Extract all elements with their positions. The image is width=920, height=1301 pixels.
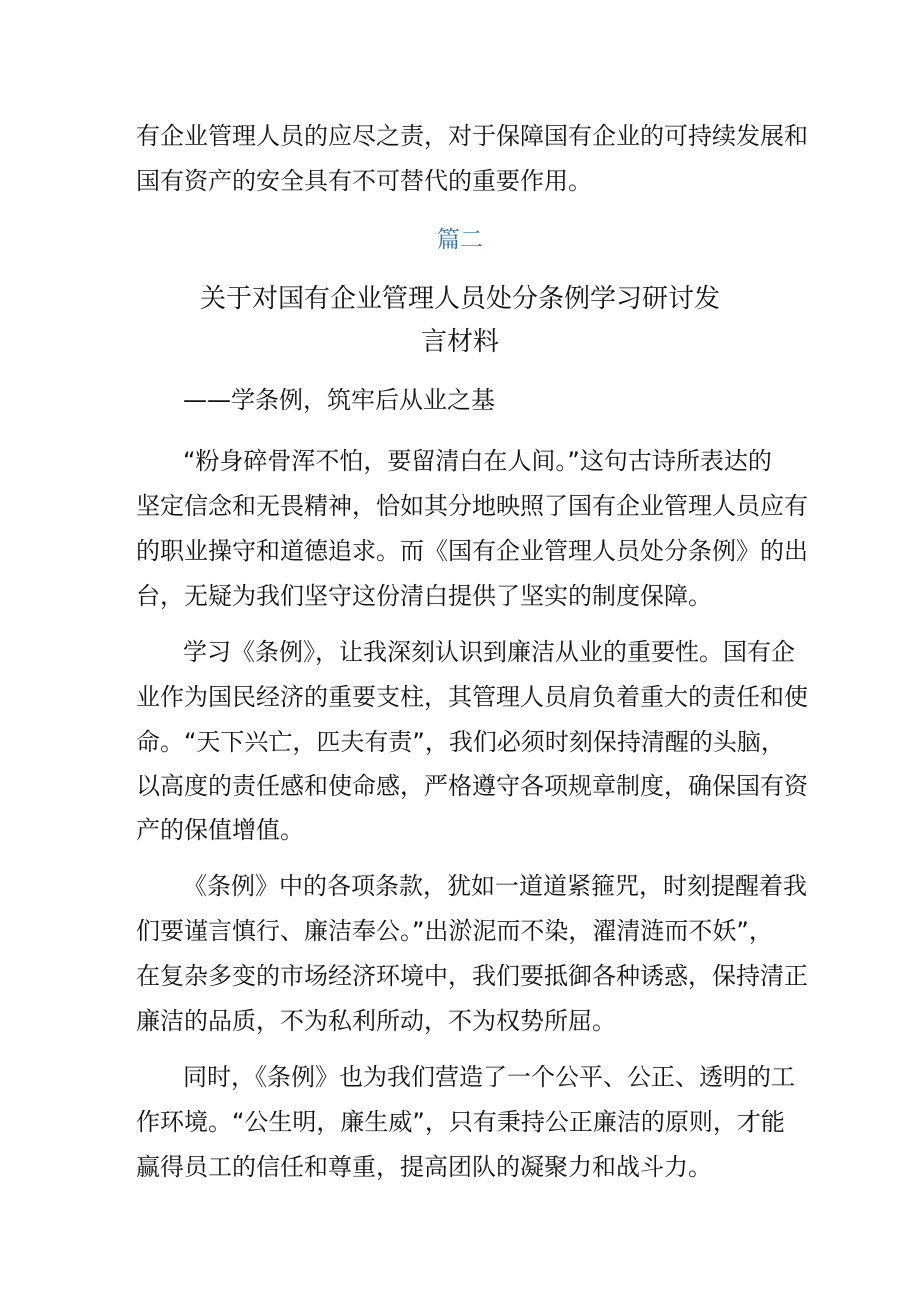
paragraph-line: 作环境。“公生明，廉生威”，只有秉持公正廉洁的原则，才能	[136, 1108, 785, 1136]
subtitle: ——学条例，筑牢后从业之基	[183, 386, 495, 414]
paragraph-line: 产的保值增值。	[136, 816, 304, 844]
paragraph-line: 台，无疑为我们坚守这份清白提供了坚实的制度保障。	[136, 582, 712, 610]
document-title-line: 言材料	[420, 327, 499, 357]
paragraph-line: 赢得员工的信任和尊重，提高团队的凝聚力和战斗力。	[136, 1153, 712, 1181]
paragraph-line: “粉身碎骨浑不怕，要留清白在人间。”这句古诗所表达的	[183, 447, 772, 475]
paragraph-line: 命。“天下兴亡，匹夫有责”，我们必须时刻保持清醒的头脑，	[136, 728, 785, 756]
paragraph-line: 业作为国民经济的重要支柱，其管理人员肩负着重大的责任和使	[136, 683, 808, 711]
intro-line: 国有资产的安全具有不可替代的重要作用。	[136, 167, 592, 195]
paragraph-line: 以高度的责任感和使命感，严格遵守各项规章制度，确保国有资	[136, 772, 808, 800]
paragraph-line: 的职业操守和道德追求。而《国有企业管理人员处分条例》的出	[136, 537, 808, 565]
section-label: 篇二	[437, 227, 483, 253]
paragraph-line: 们要谨言慎行、廉洁奉公。”出淤泥而不染，濯清涟而不妖”，	[136, 917, 773, 945]
intro-line: 有企业管理人员的应尽之责，对于保障国有企业的可持续发展和	[136, 122, 808, 150]
paragraph-line: 《条例》中的各项条款，犹如一道道紧箍咒，时刻提醒着我	[183, 872, 807, 900]
document-title-line: 关于对国有企业管理人员处分条例学习研讨发	[199, 284, 720, 314]
paragraph-line: 坚定信念和无畏精神，恰如其分地映照了国有企业管理人员应有	[136, 492, 808, 520]
paragraph-line: 学习《条例》，让我深刻认识到廉洁从业的重要性。国有企	[183, 638, 795, 666]
paragraph-line: 廉洁的品质，不为私利所动，不为权势所屈。	[136, 1007, 616, 1035]
paragraph-line: 同时，《条例》也为我们营造了一个公平、公正、透明的工	[183, 1063, 795, 1091]
paragraph-line: 在复杂多变的市场经济环境中，我们要抵御各种诱惑，保持清正	[136, 962, 808, 990]
